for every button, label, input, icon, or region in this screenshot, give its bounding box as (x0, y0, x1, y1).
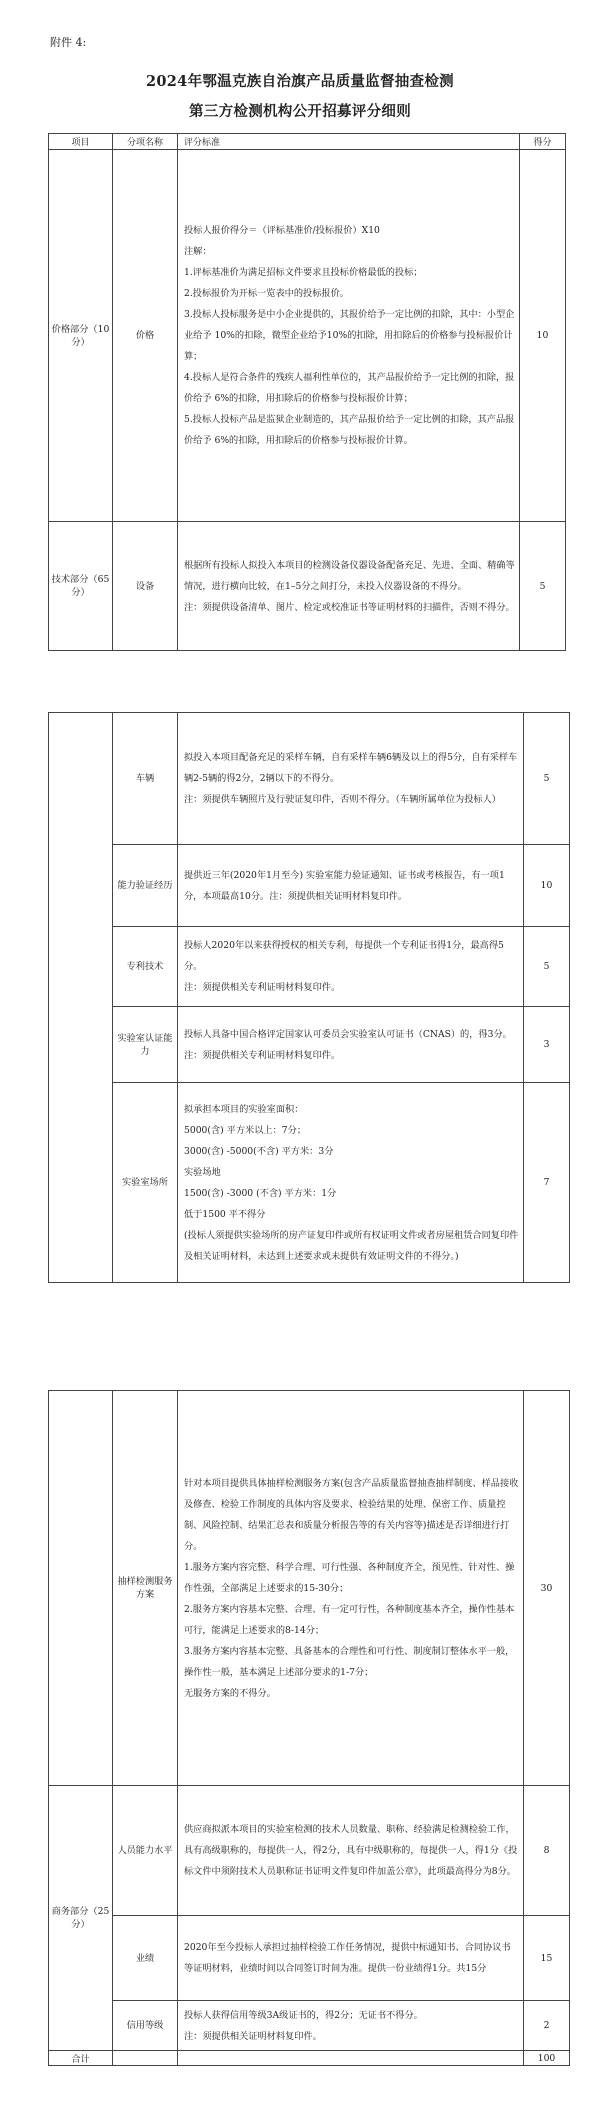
criteria-lab-site (178, 1083, 524, 1283)
table-row (49, 150, 566, 522)
score-performance: 15 (524, 1916, 570, 2001)
table-row (49, 522, 566, 651)
item-price-section: 价格部分（10分） (49, 150, 113, 522)
criteria-line: 4.投标人是符合条件的残疾人福利性单位的，其产品报价给予一定比例的扣除，报价给予 6%的扣除，用扣除后的价格参与投标报价计算； (184, 372, 515, 404)
criteria-line: 投标人2020年以来获得授权的相关专利，每提供一个专利证书得1分，最高得5分。 (184, 940, 504, 972)
table-row (49, 845, 570, 927)
table-row (49, 2001, 570, 2051)
header-subitem: 分项名称 (113, 134, 178, 150)
score-equipment: 5 (520, 522, 566, 651)
score-sampling: 30 (524, 1391, 570, 1786)
score-patent: 5 (524, 927, 570, 1007)
scoring-table-middle (48, 712, 570, 1283)
total-empty-cell (178, 2051, 524, 2066)
criteria-line: 注：须提供车辆照片及行驶证复印件，否则不得分。（车辆所属单位为投标人） (184, 794, 501, 805)
criteria-line: 提供近三年(2020年1月至今) 实验室能力验证通知、证书或考核报告，有一项1分，本项最高10分。注：须提供相关证明材料复印件。 (184, 869, 505, 902)
criteria-line: 5000(含) 平方米以上：7分； (184, 1124, 307, 1136)
subitem-performance: 业绩 (113, 1916, 178, 2001)
criteria-line: 投标人获得信用等级3A级证书的，得2分；无证书不得分。 (184, 2009, 423, 2021)
criteria-line: 无服务方案的不得分。 (184, 1687, 276, 1699)
subitem-equipment: 设备 (113, 522, 178, 651)
criteria-line: 注：须提供设备清单、图片、检定或校准证书等证明材料的扫描件，否则不得分。 (184, 601, 515, 613)
score-credit: 2 (524, 2001, 570, 2051)
score-lab-site: 7 (524, 1083, 570, 1283)
document-title-line-1: 2024年鄂温克族自治旗产品质量监督抽查检测 (146, 73, 454, 90)
total-score: 100 (524, 2051, 570, 2066)
criteria-line: 针对本项目提供具体抽样检测服务方案(包含产品质量监督抽查抽样制度、样品接收及修查、检验工作制度的具体内容及要求、检验结果的处理、保密工作、质量控制、风险控制、结果汇总表和质量分析报告等的有关内容等)描述是否详细进行打分。 (184, 1477, 519, 1552)
subitem-personnel: 人员能力水平 (113, 1786, 178, 1916)
criteria-line: 实验场地 (184, 1166, 221, 1178)
header-item: 项目 (49, 134, 113, 150)
table-row (49, 1007, 570, 1083)
subitem-patent: 专利技术 (113, 927, 178, 1007)
table-row (49, 1391, 570, 1786)
scoring-table-upper (48, 133, 566, 651)
criteria-line: 1500(含) -3000 (不含) 平方米：1分 (184, 1187, 337, 1199)
subitem-cnas: 实验室认证能力 (113, 1007, 178, 1083)
criteria-line: 供应商拟派本项目的实验室检测的技术人员数量、职称、经验满足检测检验工作，具有高级职称的，每提供一人，得2分，具有中级职称的，每提供一人，得1分《投标文件中须附技术人员职称证书证明文件复印件加盖公章》，此项最高得分为8分。 (184, 1824, 518, 1877)
criteria-line: 投标人具备中国合格评定国家认可委员会实验室认可证书（CNAS）的，得3分。 (184, 1028, 512, 1040)
criteria-patent (178, 927, 524, 1007)
subitem-capability: 能力验证经历 (113, 845, 178, 927)
criteria-line: 5.投标人投标产品是监狱企业制造的，其产品报价给予一定比例的扣除，其产品报价给予 6%的扣除，用扣除后的价格参与投标报价计算。 (184, 414, 515, 446)
item-technical-continued (49, 1391, 113, 1786)
score-personnel: 8 (524, 1786, 570, 1916)
criteria-line: 注解： (184, 246, 212, 257)
criteria-line: 3000(含) -5000(不含) 平方米：3分 (184, 1145, 334, 1157)
criteria-line: 低于1500 平不得分 (184, 1208, 266, 1220)
criteria-equipment (178, 522, 520, 651)
criteria-line: 2020年至今投标人承担过抽样检验工作任务情况，提供中标通知书、合同协议书等证明材料，业绩时间以合同签订时间为准。提供一份业绩得1分。共15分 (184, 1942, 511, 1974)
total-label: 合计 (49, 2051, 113, 2066)
header-score: 得分 (520, 134, 566, 150)
subitem-credit: 信用等级 (113, 2001, 178, 2051)
criteria-line: 根据所有投标人拟投入本项目的检测设备仪器设备配备充足、先进、全面、精确等情况，进行横向比较，在1–5分之间打分，未投入仪器设备的不得分。 (184, 559, 515, 592)
criteria-sampling (178, 1391, 524, 1786)
score-price: 10 (520, 150, 566, 522)
table-row (49, 1916, 570, 2001)
document-title-line-2: 第三方检测机构公开招募评分细则 (189, 103, 411, 120)
criteria-personnel (178, 1786, 524, 1916)
table-row (49, 1083, 570, 1283)
criteria-credit (178, 2001, 524, 2051)
criteria-line: 注：须提供相关专利证明材料复印件。 (184, 1049, 341, 1061)
attachment-label: 附件 4: (50, 36, 87, 49)
criteria-line: 注：须提供相关专利证明材料复印件。 (184, 982, 341, 993)
criteria-line: 注：须提供相关证明材料复印件。 (184, 2030, 322, 2042)
subitem-vehicle: 车辆 (113, 713, 178, 845)
criteria-line: 3.投标人投标服务是中小企业提供的，其报价给予一定比例的扣除，其中：小型企业给予 10%的扣除，微型企业给予10%的扣除，用扣除后的价格参与投标报价计算； (184, 309, 515, 362)
score-vehicle: 5 (524, 713, 570, 845)
item-technical-continued (49, 713, 113, 1283)
table-row (49, 927, 570, 1007)
criteria-performance (178, 1916, 524, 2001)
table-row (49, 1786, 570, 1916)
criteria-line: 拟投入本项目配备充足的采样车辆，自有采样车辆6辆及以上的得5分，自有采样车辆2-5辆的得2分，2辆以下的不得分。 (184, 752, 518, 784)
header-criteria: 评分标准 (178, 134, 520, 150)
table-row (49, 713, 570, 845)
criteria-line: 投标人报价得分＝（评标基准价/投标报价）X10 (184, 225, 380, 236)
criteria-line: 2.投标报价为开标一览表中的投标报价。 (184, 288, 349, 299)
item-business-section: 商务部分（25分） (49, 1786, 113, 2051)
table-header-row (49, 134, 566, 150)
criteria-vehicle (178, 713, 524, 845)
subitem-sampling: 抽样检测服务方案 (113, 1391, 178, 1786)
total-empty-cell (113, 2051, 178, 2066)
score-capability: 10 (524, 845, 570, 927)
criteria-line: 3.服务方案内容基本完整、具备基本的合理性和可行性、制度制订整体水平一般，操作性一般，基本满足上述部分要求的1-7分； (184, 1645, 515, 1678)
criteria-line: 1.评标基准价为满足招标文件要求且投标价格最低的投标； (184, 267, 423, 278)
criteria-capability (178, 845, 524, 927)
subitem-lab-site: 实验室场所 (113, 1083, 178, 1283)
criteria-line: (投标人须提供实验场所的房产证复印件或所有权证明文件或者房屋租赁合同复印件及相关证明材料，未达到上述要求或未提供有效证明文件的不得分。) (184, 1229, 519, 1262)
score-cnas: 3 (524, 1007, 570, 1083)
subitem-price: 价格 (113, 150, 178, 522)
criteria-line: 1.服务方案内容完整、科学合理、可行性强、各种制度齐全，预见性、针对性、操作性强，全部满足上述要求的15-30分； (184, 1561, 515, 1594)
criteria-cnas (178, 1007, 524, 1083)
criteria-price (178, 150, 520, 522)
criteria-line: 拟承担本项目的实验室面积： (184, 1103, 304, 1115)
scoring-table-lower (48, 1390, 570, 2066)
total-row (49, 2051, 570, 2066)
item-technical-section: 技术部分（65分） (49, 522, 113, 651)
criteria-line: 2.服务方案内容基本完整、合理、有一定可行性，各种制度基本齐全，操作性基本可行，能满足上述要求的8-14分； (184, 1603, 515, 1636)
